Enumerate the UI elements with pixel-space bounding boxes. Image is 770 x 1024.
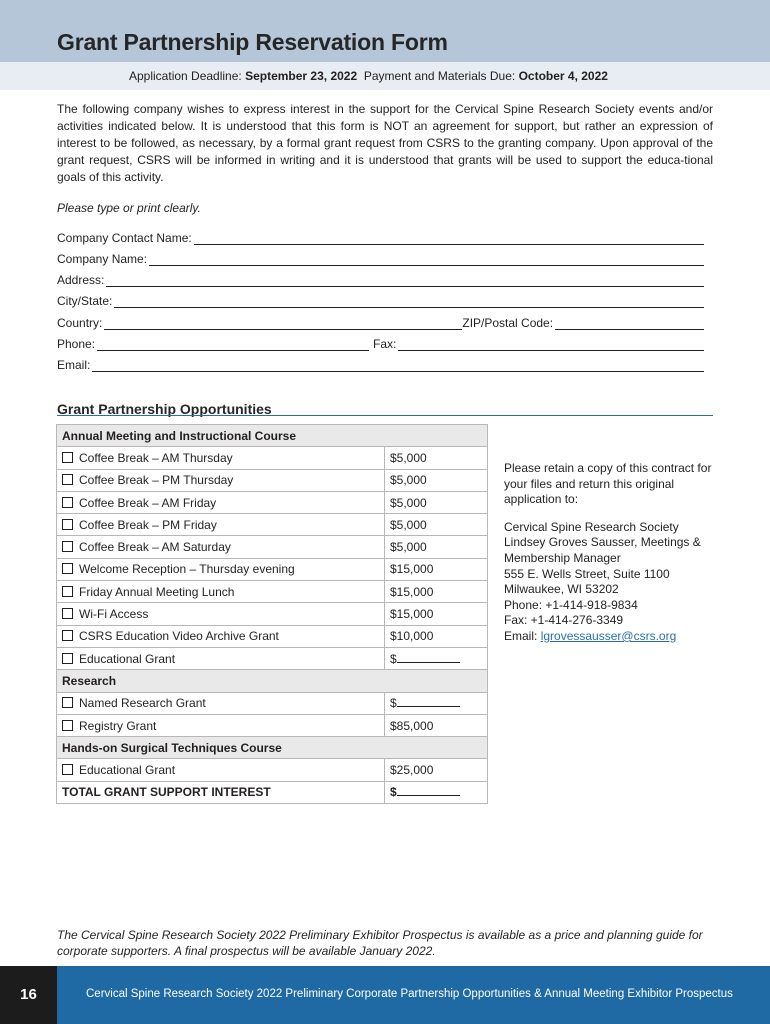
checkbox[interactable]	[62, 474, 73, 485]
item-label: Coffee Break – PM Friday	[79, 517, 217, 532]
fax-line[interactable]	[398, 339, 704, 351]
amount-blank-line[interactable]	[397, 697, 460, 707]
table-row	[57, 536, 488, 558]
item-cell	[57, 647, 385, 669]
amount-blank-line[interactable]	[397, 653, 460, 663]
checkbox[interactable]	[62, 720, 73, 731]
contact-email-link[interactable]: lgrovessausser@csrs.org	[540, 628, 677, 643]
item-label: Coffee Break – AM Thursday	[79, 450, 233, 465]
country-label: Country:	[57, 316, 103, 330]
table-row	[57, 692, 488, 714]
email-field[interactable]	[57, 356, 704, 372]
item-amount: $5,000	[385, 491, 488, 513]
total-row	[57, 781, 488, 803]
address-label: Address:	[57, 273, 105, 287]
table-row	[57, 714, 488, 736]
table-section-header	[57, 425, 488, 447]
email-line[interactable]	[92, 360, 704, 372]
contact-person: Lindsey Groves Sausser, Meetings & Membership Manager	[504, 535, 701, 565]
item-cell	[57, 491, 385, 513]
item-amount: $15,000	[385, 558, 488, 580]
item-label: Welcome Reception – Thursday evening	[79, 562, 295, 577]
item-amount-cell[interactable]	[385, 647, 488, 669]
item-label: Friday Annual Meeting Lunch	[79, 584, 235, 599]
checkbox[interactable]	[62, 608, 73, 619]
item-label: Named Research Grant	[79, 696, 206, 711]
company-name-label: Company Name:	[57, 252, 148, 266]
item-amount: $	[390, 651, 397, 666]
payment-date: October 4, 2022	[518, 69, 608, 83]
item-amount: $	[390, 696, 397, 711]
table-row	[57, 469, 488, 491]
item-cell	[57, 759, 385, 781]
research-header: Research	[57, 670, 488, 692]
item-label: Coffee Break – PM Thursday	[79, 473, 234, 488]
contact-email-line	[504, 629, 714, 645]
phone-label: Phone:	[57, 337, 96, 351]
checkbox[interactable]	[62, 630, 73, 641]
table-row	[57, 759, 488, 781]
zip-line[interactable]	[555, 318, 704, 330]
item-amount: $15,000	[385, 603, 488, 625]
company-contact-field[interactable]	[57, 229, 704, 245]
checkbox[interactable]	[62, 563, 73, 574]
item-amount: $85,000	[385, 714, 488, 736]
item-amount-cell[interactable]	[385, 692, 488, 714]
company-contact-line[interactable]	[194, 233, 704, 245]
page-number: 16	[0, 966, 57, 1024]
table-row	[57, 447, 488, 469]
deadline-line	[129, 62, 608, 90]
item-amount: $15,000	[385, 581, 488, 603]
phone-fax-field[interactable]	[57, 335, 704, 351]
annual-header: Annual Meeting and Instructional Course	[57, 425, 488, 447]
contact-org: Cervical Spine Research Society	[504, 519, 679, 534]
retain-note: Please retain a copy of this contract for your files and return this original application to:	[504, 461, 712, 507]
contact-fax: Fax: +1-414-276-3349	[504, 613, 624, 628]
payment-label: Payment and Materials Due:	[363, 69, 519, 83]
total-blank-line[interactable]	[397, 786, 460, 796]
item-label: Coffee Break – AM Friday	[79, 495, 217, 510]
total-label: TOTAL GRANT SUPPORT INTEREST	[57, 781, 385, 803]
country-zip-field[interactable]	[57, 314, 704, 330]
contact-block	[504, 461, 714, 645]
table-row	[57, 558, 488, 580]
footer-text: Cervical Spine Research Society 2022 Preliminary Corporate Partnership Opportunities & Annual Meeting Exhibitor Prospectus	[86, 988, 733, 1000]
address-field[interactable]	[57, 271, 704, 287]
table-row	[57, 625, 488, 647]
item-cell	[57, 447, 385, 469]
item-label: Wi-Fi Access	[79, 607, 149, 622]
grant-table	[56, 424, 488, 804]
handson-header: Hands-on Surgical Techniques Course	[57, 737, 488, 759]
item-label: Educational Grant	[79, 763, 176, 778]
item-amount: $5,000	[385, 447, 488, 469]
table-row	[57, 514, 488, 536]
deadline-band	[0, 62, 770, 90]
contact-phone: Phone: +1-414-918-9834	[504, 597, 638, 612]
table-row	[57, 603, 488, 625]
checkbox[interactable]	[62, 653, 73, 664]
checkbox[interactable]	[62, 697, 73, 708]
phone-line[interactable]	[97, 339, 369, 351]
item-label: CSRS Education Video Archive Grant	[79, 629, 279, 644]
table-row	[57, 647, 488, 669]
item-amount: $5,000	[385, 536, 488, 558]
company-name-field[interactable]	[57, 250, 704, 266]
please-note: Please type or print clearly.	[57, 201, 201, 215]
page-title: Grant Partnership Reservation Form	[57, 29, 448, 55]
deadline-label: Application Deadline:	[129, 69, 246, 83]
item-amount: $5,000	[385, 514, 488, 536]
total-amount: $	[390, 785, 397, 800]
item-amount: $5,000	[385, 469, 488, 491]
city-state-field[interactable]	[57, 292, 704, 308]
country-line[interactable]	[104, 318, 462, 330]
item-amount: $10,000	[385, 625, 488, 647]
address-line[interactable]	[106, 275, 704, 287]
item-label: Registry Grant	[79, 718, 157, 733]
item-cell	[57, 603, 385, 625]
checkbox[interactable]	[62, 519, 73, 530]
email-label: Email:	[57, 358, 91, 372]
total-amount-cell[interactable]	[385, 781, 488, 803]
item-cell	[57, 558, 385, 580]
checkbox[interactable]	[62, 586, 73, 597]
checkbox[interactable]	[62, 452, 73, 463]
item-label: Educational Grant	[79, 651, 176, 666]
item-cell	[57, 714, 385, 736]
city-state-label: City/State:	[57, 294, 113, 308]
item-label: Coffee Break – AM Saturday	[79, 540, 231, 555]
item-cell	[57, 625, 385, 647]
checkbox[interactable]	[62, 497, 73, 508]
table-section-header	[57, 737, 488, 759]
item-amount: $25,000	[385, 759, 488, 781]
item-cell	[57, 581, 385, 603]
zip-label: ZIP/Postal Code:	[462, 316, 554, 330]
item-cell	[57, 514, 385, 536]
city-state-line[interactable]	[114, 296, 704, 308]
checkbox[interactable]	[62, 541, 73, 552]
opportunities-heading: Grant Partnership Opportunities	[57, 401, 272, 417]
contact-city: Milwaukee, WI 53202	[504, 582, 619, 597]
intro-paragraph: The following company wishes to express interest in the support for the Cervical Spine Research Society events and/or activities indicated below. It is understood that this form is NOT an agreement for support, but rather an expression of interest to be followed, as necessary, by a formal grant request from CSRS to the granting company. Upon approval of the grant request, CSRS will be informed in writing and it is understood that grants will be used to support the educa-tional goals of this activity.	[57, 102, 713, 184]
fax-label: Fax:	[373, 337, 397, 351]
opportunities-rule	[57, 415, 713, 416]
contact-street: 555 E. Wells Street, Suite 1100	[504, 566, 670, 581]
prospectus-footnote: The Cervical Spine Research Society 2022 Preliminary Exhibitor Prospectus is available as a price and planning guide for corporate supporters. A final prospectus will be available January 2022.	[57, 928, 703, 958]
table-section-header	[57, 670, 488, 692]
company-name-line[interactable]	[149, 254, 704, 266]
deadline-date: September 23, 2022	[245, 69, 358, 83]
contact-email-label: Email:	[504, 628, 541, 643]
item-cell	[57, 692, 385, 714]
table-row	[57, 581, 488, 603]
item-cell	[57, 469, 385, 491]
table-row	[57, 491, 488, 513]
checkbox[interactable]	[62, 764, 73, 775]
item-cell	[57, 536, 385, 558]
company-contact-label: Company Contact Name:	[57, 231, 192, 245]
